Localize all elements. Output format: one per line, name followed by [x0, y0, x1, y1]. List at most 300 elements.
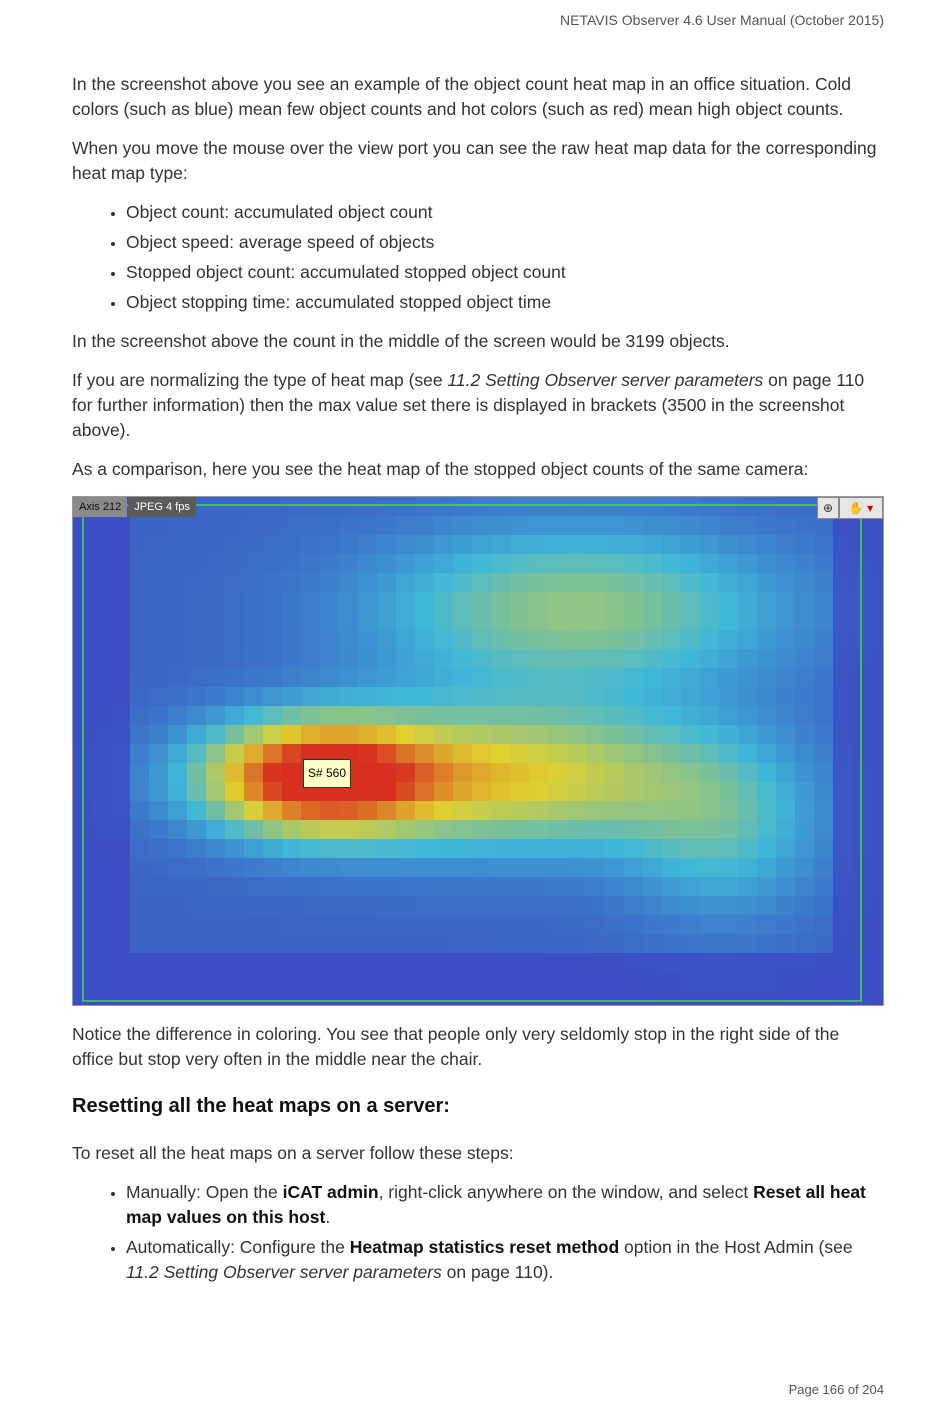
- heatmap-cell: [149, 953, 168, 972]
- heatmap-cell: [605, 611, 624, 630]
- heatmap-cell: [472, 915, 491, 934]
- heatmap-cell: [681, 782, 700, 801]
- heatmap-cell: [377, 896, 396, 915]
- heatmap-cell: [358, 744, 377, 763]
- heatmap-cell: [434, 972, 453, 991]
- heatmap-cell: [434, 953, 453, 972]
- heatmap-cell: [586, 516, 605, 535]
- text: Manually: Open the: [126, 1182, 283, 1202]
- heatmap-cell: [453, 934, 472, 953]
- heatmap-cell: [282, 725, 301, 744]
- heatmap-cell: [206, 782, 225, 801]
- heatmap-cell: [700, 782, 719, 801]
- heatmap-cell: [586, 611, 605, 630]
- heatmap-cell: [111, 706, 130, 725]
- heatmap-cell: [225, 782, 244, 801]
- heatmap-cell: [700, 972, 719, 991]
- heatmap-cell: [206, 953, 225, 972]
- heatmap-cell: [434, 763, 453, 782]
- heatmap-cell: [263, 820, 282, 839]
- heatmap-cell: [871, 592, 884, 611]
- heatmap-cell: [320, 516, 339, 535]
- heatmap-cell: [339, 820, 358, 839]
- heatmap-cell: [377, 687, 396, 706]
- heatmap-cell: [396, 820, 415, 839]
- heatmap-cell: [225, 706, 244, 725]
- heatmap-cell: [605, 763, 624, 782]
- heatmap-cell: [567, 497, 586, 516]
- heatmap-cell: [738, 725, 757, 744]
- heatmap-cell: [320, 953, 339, 972]
- heatmap-cell: [206, 839, 225, 858]
- heatmap-cell: [472, 972, 491, 991]
- heatmap-cell: [377, 877, 396, 896]
- heatmap-cell: [396, 744, 415, 763]
- heatmap-cell: [700, 896, 719, 915]
- heatmap-cell: [396, 896, 415, 915]
- heatmap-cell: [605, 839, 624, 858]
- heatmap-cell: [567, 991, 586, 1006]
- heatmap-cell: [206, 858, 225, 877]
- heatmap-cell: [111, 820, 130, 839]
- heatmap-cell: [605, 801, 624, 820]
- heatmap-cell: [871, 858, 884, 877]
- heatmap-cell: [662, 725, 681, 744]
- heatmap-cell: [757, 915, 776, 934]
- heatmap-cell: [738, 991, 757, 1006]
- heatmap-cell: [700, 573, 719, 592]
- heatmap-cell: [833, 649, 852, 668]
- heatmap-cell: [168, 763, 187, 782]
- heatmap-cell: [263, 782, 282, 801]
- heatmap-cell: [130, 820, 149, 839]
- heatmap-cell: [719, 668, 738, 687]
- heatmap-cell: [662, 611, 681, 630]
- paragraph-count-example: In the screenshot above the count in the middle of the screen would be 3199 objects.: [72, 331, 730, 351]
- heatmap-cell: [643, 820, 662, 839]
- viewport-toolbar: [73, 497, 197, 517]
- heatmap-cell: [643, 535, 662, 554]
- crosshair-icon[interactable]: ⊕: [817, 497, 839, 519]
- heatmap-cell: [149, 706, 168, 725]
- heatmap-cell: [605, 725, 624, 744]
- heatmap-cell: [833, 763, 852, 782]
- heatmap-cell: [225, 611, 244, 630]
- heatmap-cell: [814, 668, 833, 687]
- heatmap-cell: [244, 630, 263, 649]
- heatmap-cell: [472, 611, 491, 630]
- heatmap-cell: [643, 744, 662, 763]
- list-item: • Object count: accumulated object count: [126, 200, 884, 225]
- heatmap-cell: [681, 744, 700, 763]
- heatmap-cell: [814, 706, 833, 725]
- heatmap-cell: [320, 592, 339, 611]
- heatmap-cell: [605, 497, 624, 516]
- heatmap-cell: [605, 706, 624, 725]
- paragraph-comparison: As a comparison, here you see the heat map of the stopped object counts of the same camera:: [72, 459, 809, 479]
- heatmap-cell: [681, 668, 700, 687]
- heatmap-cell: [263, 839, 282, 858]
- heatmap-cell: [757, 839, 776, 858]
- heatmap-cell: [605, 896, 624, 915]
- heatmap-cell: [225, 953, 244, 972]
- heatmap-cell: [415, 630, 434, 649]
- heatmap-cell: [282, 934, 301, 953]
- heatmap-cell: [244, 763, 263, 782]
- heatmap-cell: [244, 782, 263, 801]
- heatmap-cell: [111, 934, 130, 953]
- heatmap-cell: [301, 592, 320, 611]
- heatmap-cell: [149, 858, 168, 877]
- heatmap-cell: [415, 877, 434, 896]
- heatmap-cell: [301, 497, 320, 516]
- heatmap-cell: [662, 820, 681, 839]
- heatmap-cell: [510, 782, 529, 801]
- heatmap-cell: [776, 630, 795, 649]
- heatmap-cell: [130, 744, 149, 763]
- heatmap-cell: [225, 858, 244, 877]
- heatmap-cell: [567, 668, 586, 687]
- heatmap-cell: [510, 649, 529, 668]
- heatmap-cell: [472, 763, 491, 782]
- heatmap-cell: [453, 744, 472, 763]
- heatmap-cell: [529, 896, 548, 915]
- heatmap-cell: [700, 953, 719, 972]
- heatmap-cell: [605, 877, 624, 896]
- heatmap-cell: [833, 592, 852, 611]
- heatmap-cell: [301, 630, 320, 649]
- heatmap-cell: [719, 858, 738, 877]
- heatmap-cell: [453, 972, 472, 991]
- heatmap-cell: [396, 687, 415, 706]
- heatmap-cell: [776, 858, 795, 877]
- heatmap-cell: [187, 953, 206, 972]
- heatmap-cell: [776, 649, 795, 668]
- heatmap-cell: [168, 573, 187, 592]
- heatmap-cell: [130, 649, 149, 668]
- heatmap-cell: [662, 554, 681, 573]
- heatmap-cell: [472, 535, 491, 554]
- heatmap-cell: [662, 953, 681, 972]
- heatmap-cell: [719, 991, 738, 1006]
- heatmap-cell: [206, 915, 225, 934]
- heatmap-cell: [700, 706, 719, 725]
- heatmap-cell: [548, 972, 567, 991]
- heatmap-cell: [358, 554, 377, 573]
- heatmap-cell: [187, 839, 206, 858]
- heatmap-cell: [206, 991, 225, 1006]
- heatmap-cell: [776, 801, 795, 820]
- heatmap-cell: [225, 573, 244, 592]
- heatmap-cell: [700, 858, 719, 877]
- heatmap-cell: [320, 991, 339, 1006]
- heatmap-cell: [396, 573, 415, 592]
- heatmap-cell: [548, 915, 567, 934]
- heatmap-cell: [282, 915, 301, 934]
- heatmap-cell: [92, 915, 111, 934]
- heatmap-cell: [624, 896, 643, 915]
- heatmap-cell: [795, 535, 814, 554]
- heatmap-cell: [757, 516, 776, 535]
- heatmap-cell: [814, 953, 833, 972]
- heatmap-cell: [472, 839, 491, 858]
- heatmap-cell: [643, 687, 662, 706]
- heatmap-cell: [472, 573, 491, 592]
- heatmap-cell: [149, 820, 168, 839]
- heatmap-cell: [282, 744, 301, 763]
- heatmap-cell: [605, 516, 624, 535]
- heatmap-cell: [358, 934, 377, 953]
- heatmap-cell: [244, 991, 263, 1006]
- heatmap-cell: [757, 744, 776, 763]
- heatmap-cell: [491, 630, 510, 649]
- heatmap-cell: [624, 820, 643, 839]
- heatmap-cell: [643, 896, 662, 915]
- heatmap-cell: [510, 725, 529, 744]
- heatmap-cell: [244, 744, 263, 763]
- heatmap-cell: [662, 516, 681, 535]
- heatmap-cell: [320, 554, 339, 573]
- heatmap-cell: [206, 725, 225, 744]
- heatmap-cell: [111, 839, 130, 858]
- heatmap-cell: [453, 668, 472, 687]
- heatmap-cell: [130, 706, 149, 725]
- heatmap-cell: [225, 972, 244, 991]
- heatmap-cell: [263, 934, 282, 953]
- heatmap-cell: [358, 706, 377, 725]
- heatmap-cell: [510, 801, 529, 820]
- heatmap-cell: [776, 668, 795, 687]
- heatmap-cell: [111, 953, 130, 972]
- heatmap-cell: [586, 858, 605, 877]
- heatmap-cell: [225, 516, 244, 535]
- heatmap-cell: [548, 820, 567, 839]
- heatmap-cell: [111, 649, 130, 668]
- section-heading: Resetting all the heat maps on a server:: [72, 1095, 450, 1117]
- heatmap-cell: [681, 953, 700, 972]
- cross-reference: 11.2 Setting Observer server parameters: [126, 1262, 442, 1282]
- heatmap-cell: [757, 725, 776, 744]
- heatmap-cell: [567, 896, 586, 915]
- heatmap-cell: [453, 573, 472, 592]
- heatmap-cell: [567, 725, 586, 744]
- heatmap-cell: [586, 801, 605, 820]
- heatmap-cell: [396, 953, 415, 972]
- heatmap-cell: [871, 934, 884, 953]
- heatmap-cell: [244, 801, 263, 820]
- heatmap-cell: [225, 725, 244, 744]
- heatmap-cell: [700, 820, 719, 839]
- heatmap-cell: [320, 820, 339, 839]
- heatmap-cell: [833, 953, 852, 972]
- heatmap-cell: [757, 953, 776, 972]
- heatmap-cell: [700, 934, 719, 953]
- heatmap-cell: [548, 744, 567, 763]
- heatmap-cell: [111, 991, 130, 1006]
- heatmap-cell: [643, 915, 662, 934]
- heatmap-cell: [111, 687, 130, 706]
- heatmap-cell: [738, 858, 757, 877]
- heatmap-cell: [434, 535, 453, 554]
- heatmap-cell: [586, 839, 605, 858]
- viewport-controls: [817, 497, 883, 519]
- heatmap-cell: [719, 744, 738, 763]
- heatmap-cell: [320, 915, 339, 934]
- heatmap-cell: [168, 649, 187, 668]
- heatmap-cell: [586, 896, 605, 915]
- heatmap-cell: [168, 877, 187, 896]
- heatmap-cell: [396, 858, 415, 877]
- heatmap-cell: [301, 554, 320, 573]
- heatmap-cell: [662, 592, 681, 611]
- heatmap-cell: [833, 554, 852, 573]
- heatmap-cell: [624, 725, 643, 744]
- heatmap-cell: [225, 801, 244, 820]
- heatmap-cell: [111, 877, 130, 896]
- heatmap-cell: [358, 801, 377, 820]
- heatmap-cell: [339, 668, 358, 687]
- heatmap-cell: [814, 630, 833, 649]
- heatmap-cell: [168, 611, 187, 630]
- heatmap-cell: [130, 934, 149, 953]
- heatmap-cell: [567, 649, 586, 668]
- heatmap-cell: [662, 991, 681, 1006]
- heatmap-cell: [700, 668, 719, 687]
- heatmap-cell: [111, 972, 130, 991]
- heatmap-cell: [871, 763, 884, 782]
- heatmap-cell: [776, 915, 795, 934]
- heatmap-cell: [586, 915, 605, 934]
- heatmap-cell: [643, 592, 662, 611]
- heatmap-cell: [92, 554, 111, 573]
- heatmap-cell: [738, 497, 757, 516]
- heatmap-cell: [871, 649, 884, 668]
- heatmap-cell: [396, 535, 415, 554]
- heatmap-cell: [149, 801, 168, 820]
- heatmap-cell: [187, 782, 206, 801]
- heatmap-cell: [548, 953, 567, 972]
- heatmap-cell: [719, 877, 738, 896]
- heatmap-cell: [662, 649, 681, 668]
- heatmap-cell: [662, 782, 681, 801]
- heatmap-cell: [415, 554, 434, 573]
- heatmap-cell: [567, 687, 586, 706]
- heatmap-cell: [358, 858, 377, 877]
- heatmap-cell: [339, 896, 358, 915]
- heatmap-cell: [358, 687, 377, 706]
- heatmap-cell: [92, 896, 111, 915]
- heatmap-cell: [624, 535, 643, 554]
- heatmap-cell: [510, 877, 529, 896]
- heatmap-cell: [358, 763, 377, 782]
- heatmap-cell: [263, 687, 282, 706]
- heatmap-cell: [681, 706, 700, 725]
- heatmap-cell: [757, 801, 776, 820]
- heatmap-cell: [795, 896, 814, 915]
- heatmap-cell: [624, 801, 643, 820]
- heatmap-cell: [168, 934, 187, 953]
- heatmap-cell: [776, 725, 795, 744]
- heatmap-cell: [491, 953, 510, 972]
- heatmap-cell: [719, 573, 738, 592]
- heatmap-cell: [700, 725, 719, 744]
- heatmap-cell: [643, 782, 662, 801]
- heatmap-cell: [624, 706, 643, 725]
- heatmap-cell: [339, 877, 358, 896]
- heatmap-cell: [415, 953, 434, 972]
- heatmap-cell: [301, 649, 320, 668]
- heatmap-cell: [206, 820, 225, 839]
- heatmap-cell: [491, 763, 510, 782]
- heatmap-cell: [795, 858, 814, 877]
- heatmap-cell: [244, 934, 263, 953]
- heatmap-cell: [643, 516, 662, 535]
- heatmap-cell: [130, 972, 149, 991]
- heatmap-cell: [301, 687, 320, 706]
- heatmap-cell: [757, 668, 776, 687]
- heatmap-cell: [757, 782, 776, 801]
- heatmap-cell: [453, 630, 472, 649]
- heatmap-cell: [206, 497, 225, 516]
- heatmap-cell: [434, 630, 453, 649]
- heatmap-cell: [453, 801, 472, 820]
- heatmap-cell: [643, 573, 662, 592]
- heatmap-cell: [795, 630, 814, 649]
- heatmap-cell: [548, 592, 567, 611]
- heatmap-cell: [130, 839, 149, 858]
- heatmap-cell: [510, 858, 529, 877]
- heatmap-cell: [586, 877, 605, 896]
- heatmap-cell: [605, 687, 624, 706]
- heatmap-cell: [529, 839, 548, 858]
- heatmap-cell: [396, 630, 415, 649]
- heatmap-cell: [814, 801, 833, 820]
- heatmap-cell: [681, 725, 700, 744]
- heatmap-cell: [529, 782, 548, 801]
- heatmap-cell: [377, 668, 396, 687]
- heatmap-cell: [833, 744, 852, 763]
- heatmap-cell: [871, 687, 884, 706]
- heatmap-cell: [320, 630, 339, 649]
- heatmap-cell: [510, 706, 529, 725]
- heatmap-cell: [149, 516, 168, 535]
- heatmap-cell: [187, 820, 206, 839]
- heatmap-cell: [92, 763, 111, 782]
- heatmap-cell: [548, 782, 567, 801]
- heatmap-cell: [662, 744, 681, 763]
- reset-steps-list: [72, 1180, 884, 1285]
- heatmap-cell: [472, 554, 491, 573]
- heatmap-cell: [700, 535, 719, 554]
- heatmap-cell: [168, 516, 187, 535]
- heatmap-cell: [415, 611, 434, 630]
- heatmap-cell: [111, 782, 130, 801]
- heatmap-cell: [339, 649, 358, 668]
- hand-dropdown-icon[interactable]: ✋ ▾: [839, 497, 883, 519]
- heatmap-cell: [472, 820, 491, 839]
- heatmap-cell: [396, 839, 415, 858]
- heatmap-cell: [377, 611, 396, 630]
- heatmap-cell: [548, 611, 567, 630]
- heatmap-cell: [624, 630, 643, 649]
- heatmap-cell: [244, 820, 263, 839]
- heatmap-cell: [92, 801, 111, 820]
- heatmap-cell: [871, 953, 884, 972]
- heatmap-cell: [244, 687, 263, 706]
- heatmap-cell: [871, 706, 884, 725]
- heatmap-cell: [719, 687, 738, 706]
- heatmap-cell: [111, 896, 130, 915]
